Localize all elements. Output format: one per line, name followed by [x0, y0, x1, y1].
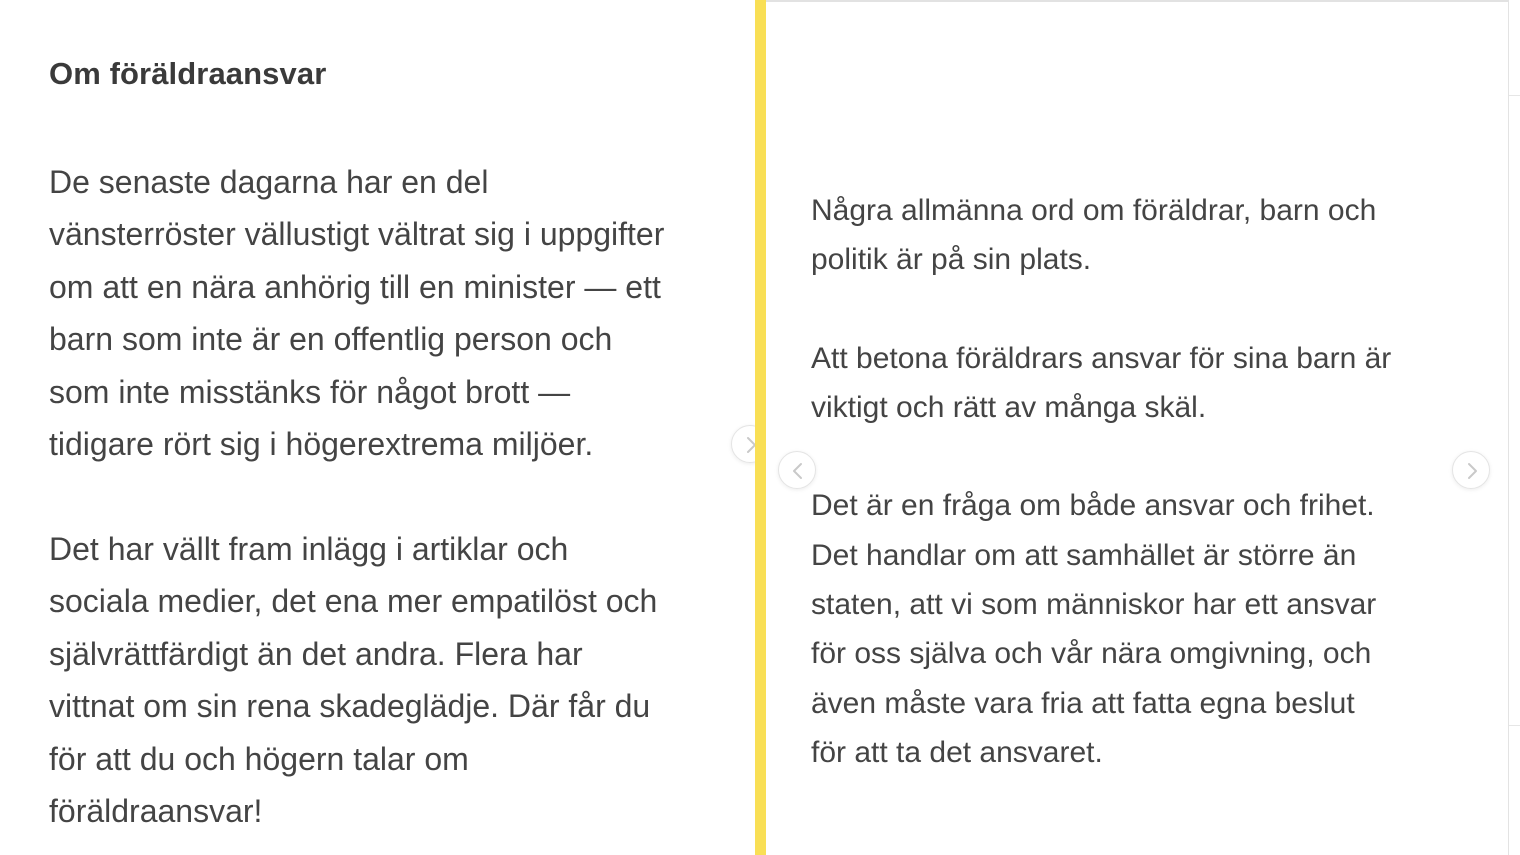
text-line: vänsterröster vällustigt vältrat sig i uppgifter — [49, 216, 665, 252]
text-line: viktigt och rätt av många skäl. — [811, 391, 1207, 424]
left-slide-next-button[interactable] — [731, 425, 755, 463]
text-line: för oss själva och vår nära omgivning, och — [811, 637, 1372, 670]
text-line: tidigare rört sig i högerextrema miljöer. — [49, 426, 594, 462]
chevron-right-icon — [1453, 452, 1491, 490]
chevron-left-icon — [779, 452, 817, 490]
edge-divider — [1509, 725, 1520, 726]
right-slide-prev-button[interactable] — [778, 451, 816, 489]
chevron-right-icon — [732, 426, 755, 464]
text-line: politik är på sin plats. — [811, 243, 1092, 276]
text-line: Några allmänna ord om föräldrar, barn och — [811, 194, 1377, 227]
text-line: även måste vara fria att fatta egna beslut — [811, 687, 1355, 720]
slide-left — [0, 0, 755, 855]
text-line: självrättfärdigt än det andra. Flera har — [49, 636, 583, 672]
next-slide-edge — [1508, 0, 1520, 855]
text-line: vittnat om sin rena skadeglädje. Där får du — [49, 688, 651, 724]
text-line: Det har vällt fram inlägg i artiklar och — [49, 531, 569, 567]
yellow-divider — [755, 0, 766, 855]
text-line: om att en nära anhörig till en minister — ett — [49, 269, 661, 305]
text-line: De senaste dagarna har en del — [49, 164, 489, 200]
slide-title: Om föräldraansvar — [49, 56, 327, 91]
edge-divider — [1509, 95, 1520, 96]
text-line: föräldraansvar! — [49, 793, 263, 829]
text-line: för att ta det ansvaret. — [811, 736, 1103, 769]
text-line: Det handlar om att samhället är större än — [811, 539, 1357, 572]
right-slide-next-button[interactable] — [1452, 451, 1490, 489]
text-line: som inte misstänks för något brott — — [49, 374, 571, 410]
text-line: barn som inte är en offentlig person och — [49, 321, 613, 357]
text-line: sociala medier, det ena mer empatilöst och — [49, 583, 658, 619]
text-line: staten, att vi som människor har ett ansvar — [811, 588, 1377, 621]
text-line: Att betona föräldrars ansvar för sina barn är — [811, 342, 1392, 375]
slide-right — [766, 0, 1508, 855]
text-line: för att du och högern talar om — [49, 741, 469, 777]
text-line: Det är en fråga om både ansvar och frihet. — [811, 489, 1375, 522]
